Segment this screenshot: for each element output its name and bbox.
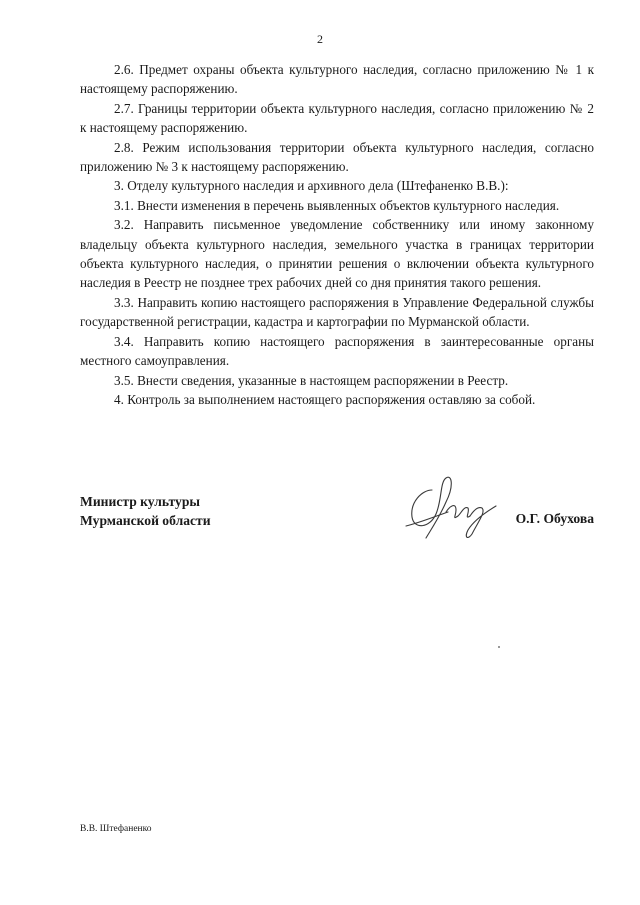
paragraph-4: 4. Контроль за выполнением настоящего распоряжения оставляю за собой. <box>114 391 536 407</box>
paragraph-2-7: 2.7. Границы территории объекта культурного наследия, согласно приложению № 2 к настоящему распоряжению. <box>80 100 594 136</box>
paragraph-3-3: 3.3. Направить копию настоящего распоряжения в Управление Федеральной службы государственной регистрации, кадастра и картографии по Мурманской области. <box>80 294 594 330</box>
signer-name: О.Г. Обухова <box>515 511 594 526</box>
paragraph-3: 3. Отделу культурного наследия и архивного дела (Штефаненко В.В.): <box>114 178 509 194</box>
paragraph-3-5: 3.5. Внести сведения, указанные в настоящем распоряжении в Реестр. <box>114 372 509 388</box>
document-body <box>80 60 594 409</box>
signer-title-line2: Мурманской области <box>80 513 211 528</box>
page-number: 2 <box>317 32 323 46</box>
signature-block <box>80 492 594 562</box>
handwritten-signature <box>402 472 502 542</box>
paragraph-3-1: 3.1. Внести изменения в перечень выявленных объектов культурного наследия. <box>114 197 560 213</box>
paragraph-3-2: 3.2. Направить письменное уведомление собственнику или иному законному владельцу объекта культурного наследия, земельного участка в границах территории объекта культурного наследия, о принятии решения о включении объекта культурного наследия в Реестр не позднее трех рабочих дней со дня принятия такого решения. <box>80 217 594 291</box>
paragraph-2-8: 2.8. Режим использования территории объекта культурного наследия, согласно приложению № 3 к настоящему распоряжению. <box>80 139 594 175</box>
scan-speck <box>498 646 500 648</box>
executor-name: В.В. Штефаненко <box>80 824 152 834</box>
paragraph-3-4: 3.4. Направить копию настоящего распоряжения в заинтересованные органы местного самоуправления. <box>80 333 594 369</box>
signer-title <box>80 492 211 530</box>
signer-title-line1: Министр культуры <box>80 494 201 509</box>
signature-strokes <box>406 477 496 538</box>
paragraph-2-6: 2.6. Предмет охраны объекта культурного наследия, согласно приложению № 1 к настоящему распоряжению. <box>80 62 594 97</box>
